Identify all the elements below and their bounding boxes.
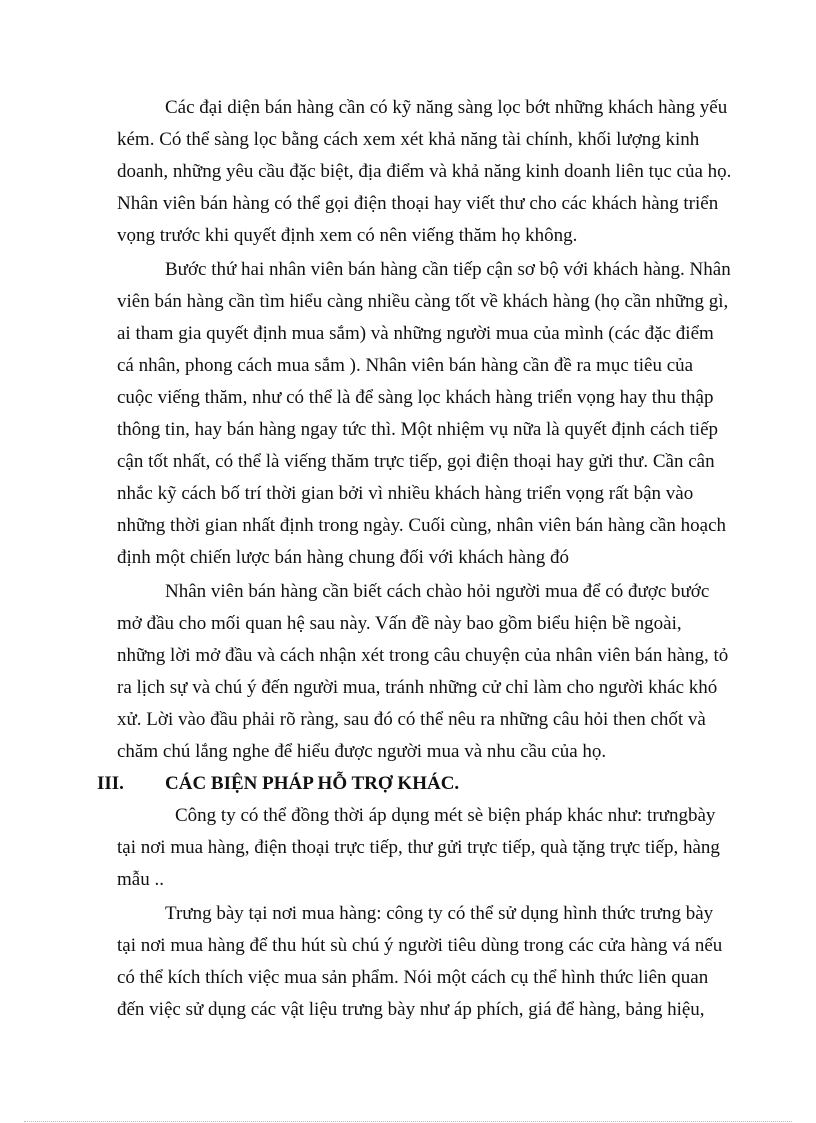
text-line: cuộc viếng thăm, như có thể là để sàng lọc khách hàng triển vọng hay thu thập [117,387,714,408]
text-line: viên bán hàng cần tìm hiểu càng nhiều càng tốt về khách hàng (họ cần những gì, [117,291,729,312]
text-line: ai tham gia quyết định mua sắm) và những người mua của mình (các đặc điểm [117,323,714,344]
text-line: những lời mở đầu và cách nhận xét trong câu chuyện của nhân viên bán hàng, tỏ [117,645,729,666]
text-line: cá nhân, phong cách mua sắm ). Nhân viên bán hàng cần đề ra mục tiêu của [117,355,694,376]
section-number: III. [97,773,124,794]
text-line: tại nơi mua hàng để thu hút sù chú ý người tiêu dùng trong các cửa hàng vá nếu [117,935,723,956]
text-line: Công ty có thể đồng thời áp dụng mét sè biện pháp khác như: trưngbày [175,805,716,826]
text-line: Bước thứ hai nhân viên bán hàng cần tiếp cận sơ bộ với khách hàng. Nhân [165,259,731,280]
text-line: ra lịch sự và chú ý đến người mua, tránh những cử chỉ làm cho người khác khó [117,677,718,698]
text-line: thông tin, hay bán hàng ngay tức thì. Một nhiệm vụ nữa là quyết định cách tiếp [117,419,719,440]
text-line: nhắc kỹ cách bố trí thời gian bởi vì nhiều khách hàng triển vọng rất bận vào [117,483,694,504]
text-line: mở đầu cho mối quan hệ sau này. Vấn đề này bao gồm biểu hiện bề ngoài, [117,613,682,634]
page-bottom-divider [24,1121,792,1122]
text-line: có thể kích thích việc mua sản phẩm. Nói một cách cụ thể hình thức liên quan [117,967,709,988]
text-line: chăm chú lắng nghe để hiểu được người mua và nhu cầu của họ. [117,741,607,762]
text-line: Trưng bày tại nơi mua hàng: công ty có thể sử dụng hình thức trưng bày [165,903,714,924]
text-line: những thời gian nhất định trong ngày. Cuối cùng, nhân viên bán hàng cần hoạch [117,515,727,536]
text-line: mẫu .. [117,869,164,890]
text-line: cận tốt nhất, có thể là viếng thăm trực tiếp, gọi điện thoại hay gửi thư. Cần cân [117,451,715,472]
text-line: doanh, những yêu cầu đặc biệt, địa điểm và khả năng kinh doanh liên tục của họ. [117,161,732,182]
text-line: xử. Lời vào đầu phải rõ ràng, sau đó có thể nêu ra những câu hỏi then chốt và [117,709,706,730]
text-line: kém. Có thể sàng lọc bằng cách xem xét khả năng tài chính, khối lượng kinh [117,129,700,150]
text-line: định một chiến lược bán hàng chung đối với khách hàng đó [117,547,569,568]
text-line: đến việc sử dụng các vật liệu trưng bày như áp phích, giá để hàng, bảng hiệu, [117,999,705,1020]
text-line: tại nơi mua hàng, điện thoại trực tiếp, thư gửi trực tiếp, quà tặng trực tiếp, hàng [117,837,720,858]
section-title: CÁC BIỆN PHÁP HỖ TRỢ KHÁC. [165,773,460,794]
text-line: Các đại diện bán hàng cần có kỹ năng sàng lọc bớt những khách hàng yếu [165,97,728,118]
text-line: Nhân viên bán hàng có thể gọi điện thoại hay viết thư cho các khách hàng triển [117,193,719,214]
text-line: vọng trước khi quyết định xem có nên viếng thăm họ không. [117,225,578,246]
text-line: Nhân viên bán hàng cần biết cách chào hỏi người mua để có được bước [165,581,710,602]
